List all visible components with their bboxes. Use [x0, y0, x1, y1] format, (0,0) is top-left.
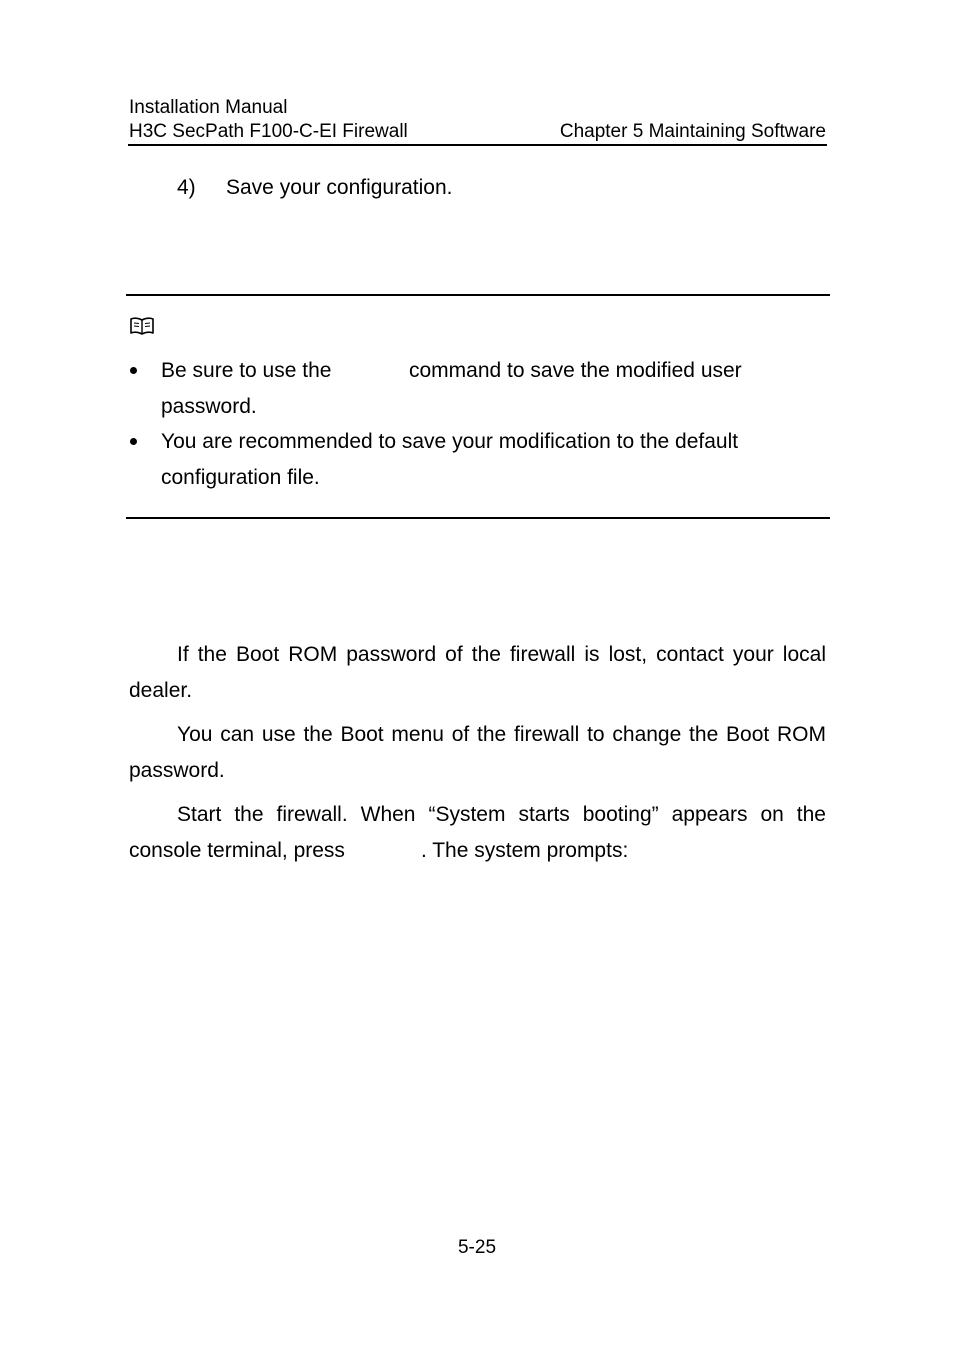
book-icon [129, 316, 155, 336]
header-manual-title: Installation Manual [129, 97, 288, 118]
paragraph-start-firewall-part1: Start the firewall. When “System starts booting” appears on the console terminal, press [129, 803, 826, 862]
paragraph-boot-menu: You can use the Boot menu of the firewall to change the Boot ROM password. [129, 723, 826, 782]
note-top-rule [126, 294, 830, 296]
bullet-dot [130, 438, 137, 445]
note-bullet-2-line1: You are recommended to save your modification to the default [161, 430, 739, 453]
note-bullet-1-part1: Be sure to use the [161, 359, 332, 382]
bullet-dot [130, 367, 137, 374]
step-text: Save your configuration. [226, 176, 453, 199]
paragraph-lost-password: If the Boot ROM password of the firewall is lost, contact your local dealer. [129, 643, 826, 702]
note-bullet-2-line2: configuration file. [161, 466, 320, 489]
header-rule [128, 144, 827, 146]
note-bottom-rule [126, 517, 830, 519]
note-bullet-1-line2: password. [161, 395, 257, 418]
note-bullet-1-part2: command to save the modified user [409, 359, 742, 382]
header-product-name: H3C SecPath F100-C-EI Firewall [129, 121, 408, 142]
page-number: 5-25 [457, 1237, 497, 1258]
paragraph-start-firewall [129, 797, 826, 869]
header-chapter-title: Chapter 5 Maintaining Software [559, 121, 826, 142]
step-number: 4) [177, 176, 196, 199]
paragraph-start-firewall-part2: . The system prompts: [420, 839, 629, 862]
